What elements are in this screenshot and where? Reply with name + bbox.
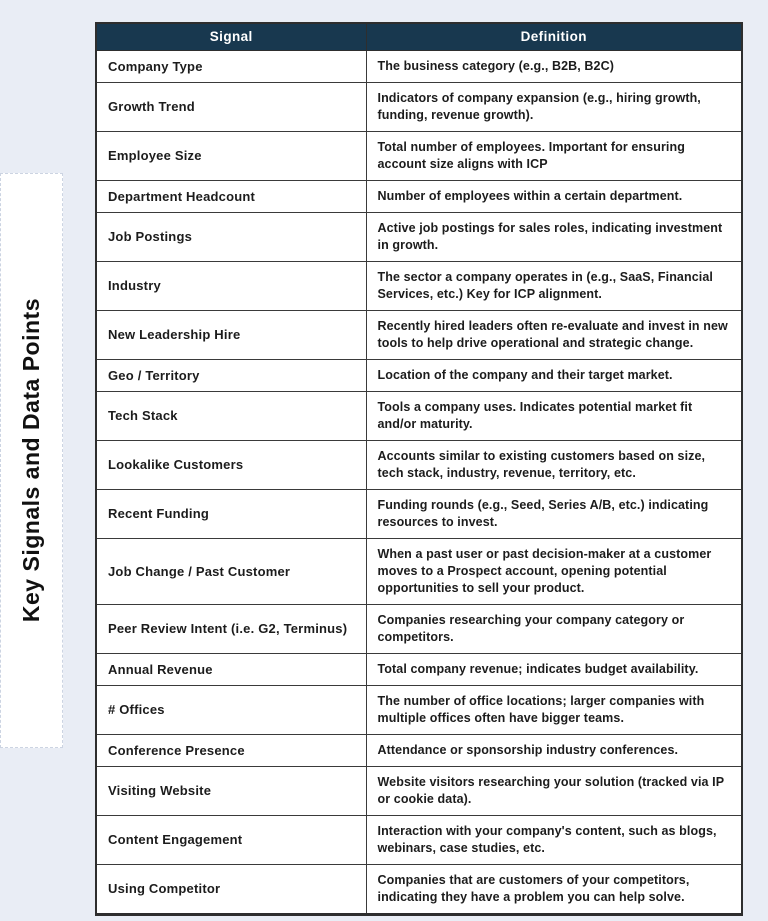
table-row	[96, 50, 742, 82]
table-row	[96, 359, 742, 391]
definition-cell: Website visitors researching your solution (tracked via IP or cookie data).	[366, 766, 742, 815]
table-row	[96, 734, 742, 766]
table-row	[96, 766, 742, 815]
definition-cell: Recently hired leaders often re-evaluate and invest in new tools to help drive operational and strategic change.	[366, 310, 742, 359]
table-row	[96, 391, 742, 440]
definition-cell: The business category (e.g., B2B, B2C)	[366, 50, 742, 82]
definition-cell: Total number of employees. Important for ensuring account size aligns with ICP	[366, 131, 742, 180]
definition-cell: Number of employees within a certain department.	[366, 180, 742, 212]
signal-cell: New Leadership Hire	[96, 310, 366, 359]
signal-cell: Recent Funding	[96, 489, 366, 538]
signal-cell: Using Competitor	[96, 864, 366, 914]
signal-cell: Growth Trend	[96, 82, 366, 131]
table-row	[96, 864, 742, 914]
table-row	[96, 685, 742, 734]
definition-cell: Accounts similar to existing customers based on size, tech stack, industry, revenue, territory, etc.	[366, 440, 742, 489]
signal-cell: Job Change / Past Customer	[96, 538, 366, 604]
signal-cell: Lookalike Customers	[96, 440, 366, 489]
column-header-signal: Signal	[96, 23, 366, 50]
signal-cell: Visiting Website	[96, 766, 366, 815]
signal-cell: # Offices	[96, 685, 366, 734]
signal-cell: Job Postings	[96, 212, 366, 261]
vertical-title-panel	[0, 173, 63, 748]
definition-cell: Companies researching your company category or competitors.	[366, 604, 742, 653]
table-row	[96, 489, 742, 538]
signal-cell: Geo / Territory	[96, 359, 366, 391]
definition-cell: When a past user or past decision-maker at a customer moves to a Prospect account, opening potential opportunities to sell your product.	[366, 538, 742, 604]
page-title: Key Signals and Data Points	[18, 298, 44, 623]
definition-cell: Location of the company and their target market.	[366, 359, 742, 391]
signal-cell: Conference Presence	[96, 734, 366, 766]
signal-cell: Industry	[96, 261, 366, 310]
definition-cell: Indicators of company expansion (e.g., hiring growth, funding, revenue growth).	[366, 82, 742, 131]
definition-cell: Funding rounds (e.g., Seed, Series A/B, etc.) indicating resources to invest.	[366, 489, 742, 538]
table-row	[96, 131, 742, 180]
signal-cell: Tech Stack	[96, 391, 366, 440]
signal-cell: Annual Revenue	[96, 653, 366, 685]
definition-cell: Attendance or sponsorship industry conferences.	[366, 734, 742, 766]
table-header	[96, 23, 742, 50]
signal-cell: Peer Review Intent (i.e. G2, Terminus)	[96, 604, 366, 653]
table-row	[96, 653, 742, 685]
table-row	[96, 440, 742, 489]
table-row	[96, 604, 742, 653]
table-row	[96, 180, 742, 212]
table-row	[96, 310, 742, 359]
table-row	[96, 82, 742, 131]
definition-cell: Companies that are customers of your competitors, indicating they have a problem you can help solve.	[366, 864, 742, 914]
signal-cell: Employee Size	[96, 131, 366, 180]
signal-cell: Content Engagement	[96, 815, 366, 864]
definition-cell: Interaction with your company's content, such as blogs, webinars, case studies, etc.	[366, 815, 742, 864]
signals-table	[95, 22, 743, 916]
definition-cell: Tools a company uses. Indicates potential market fit and/or maturity.	[366, 391, 742, 440]
definition-cell: Total company revenue; indicates budget availability.	[366, 653, 742, 685]
definition-cell: The sector a company operates in (e.g., SaaS, Financial Services, etc.) Key for ICP alignment.	[366, 261, 742, 310]
table-body	[96, 50, 742, 914]
signal-cell: Company Type	[96, 50, 366, 82]
definition-cell: The number of office locations; larger companies with multiple offices often have bigger teams.	[366, 685, 742, 734]
table-row	[96, 815, 742, 864]
column-header-definition: Definition	[366, 23, 742, 50]
definition-cell: Active job postings for sales roles, indicating investment in growth.	[366, 212, 742, 261]
signal-cell: Department Headcount	[96, 180, 366, 212]
table-row	[96, 538, 742, 604]
table-row	[96, 212, 742, 261]
table-row	[96, 261, 742, 310]
